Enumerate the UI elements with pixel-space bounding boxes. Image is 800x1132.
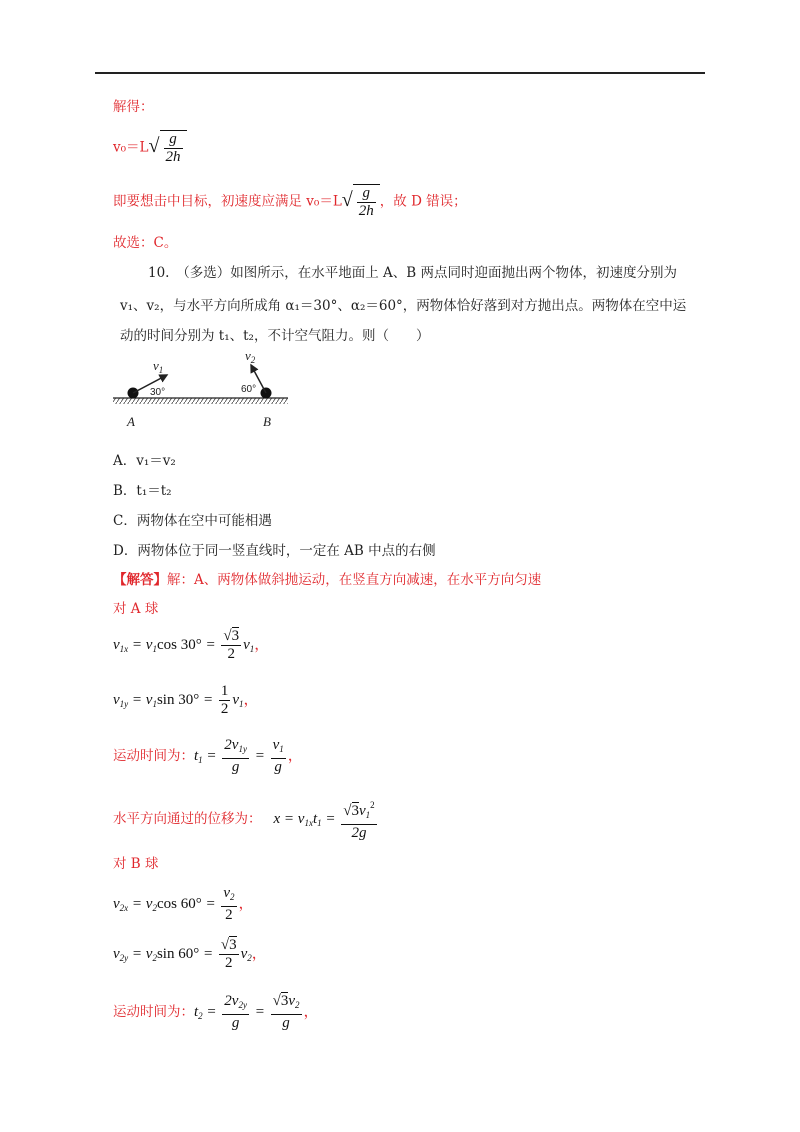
jiede-label: 解得： [113, 99, 154, 115]
label-v2: $v_2$ [245, 348, 256, 365]
target-condition [113, 184, 467, 220]
ball-a-heading: 对 A 球 [113, 601, 159, 617]
eq-t1: 运动时间为：$t_1$ = $\frac{2v_{1y}}{g}$ = $\frac{v_1}{g}$ ， [113, 737, 303, 775]
question-line-2: v₁、v₂，与水平方向所成角 α₁＝30°、α₂＝60°，两物体恰好落到对方抛出点。两物体在空中运 [120, 298, 687, 314]
target-num: g [357, 185, 376, 203]
v0-sqrt: √ $\frac{g}{2h}$ [149, 130, 187, 166]
eq-x: 水平方向通过的位移为： $x = v_{1x}t_1$ = $\frac{√3v_1^2}{2g}$ [113, 797, 379, 842]
option-d: D．两物体位于同一竖直线时，一定在 AB 中点的右侧 [113, 543, 436, 559]
label-v1: $v_1$ [153, 358, 164, 375]
eq-v1x: $v_{1x} = v_1\cos$ 30° = $\frac{√3}{2}$ $v_1$， [113, 628, 270, 662]
ball-b-heading: 对 B 球 [113, 856, 159, 872]
solution-tag: 【解答】 [113, 572, 167, 588]
v0-den: 2h [165, 149, 181, 165]
angle-a-label: 30° [150, 387, 166, 398]
point-b-label: B [263, 414, 271, 429]
angle-b-label: 60° [241, 384, 257, 395]
option-b: B．t₁＝t₂ [113, 483, 172, 499]
question-line-1: 10. （多选）如图所示，在水平地面上 A、B 两点同时迎面抛出两个物体，初速度分别为 [148, 265, 677, 281]
v0-lhs: v₀＝L [113, 139, 149, 156]
t1-label: 运动时间为： [113, 747, 194, 764]
header-rule [95, 72, 705, 74]
option-a: A．v₁＝v₂ [113, 453, 176, 469]
question-line-3: 动的时间分别为 t₁、t₂，不计空气阻力。则（ ） [120, 328, 430, 344]
target-pre: 即要想击中目标，初速度应满足 v₀＝L [113, 193, 342, 210]
eq-v2y: $v_{2y} = v_2\sin$ 60° = $\frac{√3}{2}$ $v_2$， [113, 937, 267, 971]
target-den: 2h [358, 203, 374, 219]
eq-t2: 运动时间为：$t_2$ = $\frac{2v_{2y}}{g}$ = $\frac{√3v_2}{g}$ ， [113, 993, 319, 1031]
eq-v2x: $v_{2x} = v_2\cos$ 60° = $\frac{v_2}{2}$ ， [113, 885, 254, 923]
target-sqrt: √ $\frac{g}{2h}$ [342, 184, 380, 220]
solution-intro-text: 解：A、两物体做斜抛运动，在竖直方向减速，在水平方向匀速 [167, 572, 542, 588]
disp-label: 水平方向通过的位移为： [113, 810, 262, 827]
t2-label: 运动时间为： [113, 1003, 194, 1020]
v0-formula [113, 130, 187, 166]
target-post: ，故 D 错误； [379, 193, 467, 210]
option-c: C．两物体在空中可能相遇 [113, 513, 272, 529]
projectile-figure [113, 348, 293, 432]
prev-answer: 故选：C。 [113, 235, 178, 251]
solution-intro [113, 571, 541, 589]
ground-hatch [113, 398, 288, 404]
v0-num: g [164, 131, 183, 149]
point-a-label: A [127, 414, 135, 429]
eq-v1y: $v_{1y} = v_1\sin$ 30° = $\frac{1}{2}$ $v_1$， [113, 683, 259, 717]
